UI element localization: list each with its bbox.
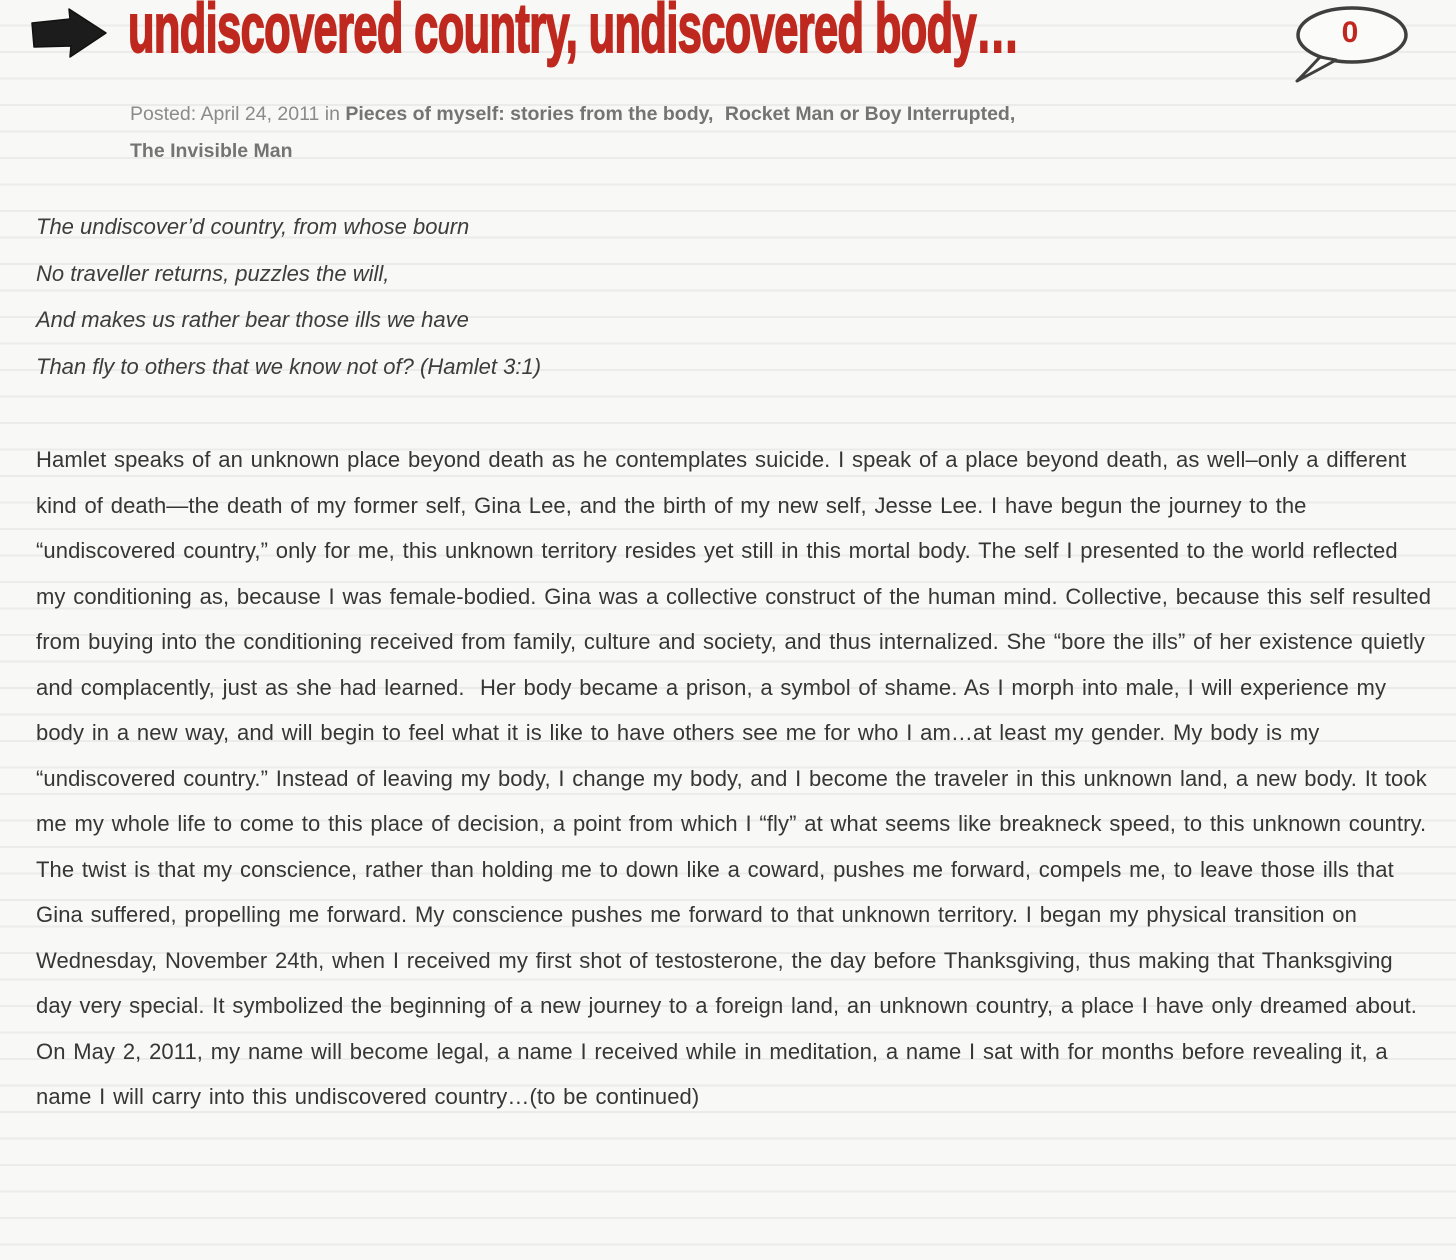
- category-link-pieces-of-myself[interactable]: Pieces of myself: stories from the body: [345, 103, 709, 125]
- quote-line: No traveller returns, puzzles the will,: [36, 260, 390, 286]
- comment-count: 0: [1341, 16, 1359, 49]
- post-body-text: Hamlet speaks of an unknown place beyond death as he contemplates suicide. I speak of a place beyond death, as well–only a different kind of death—the death of my former self, Gina Lee, and the birth of my new self, Jesse Lee. I have begun the journey to the “undiscovered country,” only for me, this unknown territory resides yet still in this mortal body. The self I presented to the world reflected my conditioning as, because I was female-bodied. Gina was a collective construct of the human mind. Collective, because this self resulted from buying into the conditioning received from family, culture and society, and thus internalized. She “bore the ills” of her existence quietly and complacently, just as she had learned. Her body became a prison, a symbol of shame. As I morph into male, I will experience my body in a new way, and will begin to feel what it is like to have others see me for who I am…at least my gender. My body is my “undiscovered country.” Instead of leaving my body, I change my body, and I become the traveler in this unknown land, a new body. It took me my whole life to come to this place of decision, a point from which I “fly” at what seems like breakneck speed, to this unknown country. The twist is that my conscience, rather than holding me to down like a coward, pushes me forward, compels me, to leave those ills that Gina suffered, propelling me forward. My conscience pushes me forward to that unknown territory. I began my physical transition on Wednesday, November 24th, when I received my first shot of testosterone, the day before Thanksgiving, thus making that Thanksgiving day very special. It symbolized the beginning of a new journey to a foreign land, an unknown country, a place I have only dreamed about. On May 2, 2011, my name will become legal, a name I received while in meditation, a name I sat with for months before revealing it, a name I will carry into this undiscovered country…(to be continued): [36, 447, 1442, 1109]
- quote-line: The undiscover’d country, from whose bourn: [36, 214, 470, 239]
- quote-line: And makes us rather bear those ills we have: [36, 307, 469, 332]
- comment-bubble-icon[interactable]: [1288, 4, 1412, 88]
- post-title[interactable]: undiscovered country, undiscovered body…: [128, 0, 1019, 67]
- hamlet-quote: [36, 204, 541, 390]
- post-meta: [130, 96, 1021, 170]
- category-separator: ,: [708, 103, 714, 125]
- category-link-rocket-man[interactable]: Rocket Man or Boy Interrupted: [724, 103, 1010, 125]
- category-separator: ,: [1009, 103, 1016, 125]
- category-link-invisible-man[interactable]: The Invisible Man: [130, 140, 293, 162]
- quote-line: Than fly to others that we know not of? (Hamlet 3:1): [36, 353, 542, 379]
- posted-date-label: Posted: April 24, 2011 in: [130, 103, 340, 125]
- right-arrow-icon: [30, 6, 108, 58]
